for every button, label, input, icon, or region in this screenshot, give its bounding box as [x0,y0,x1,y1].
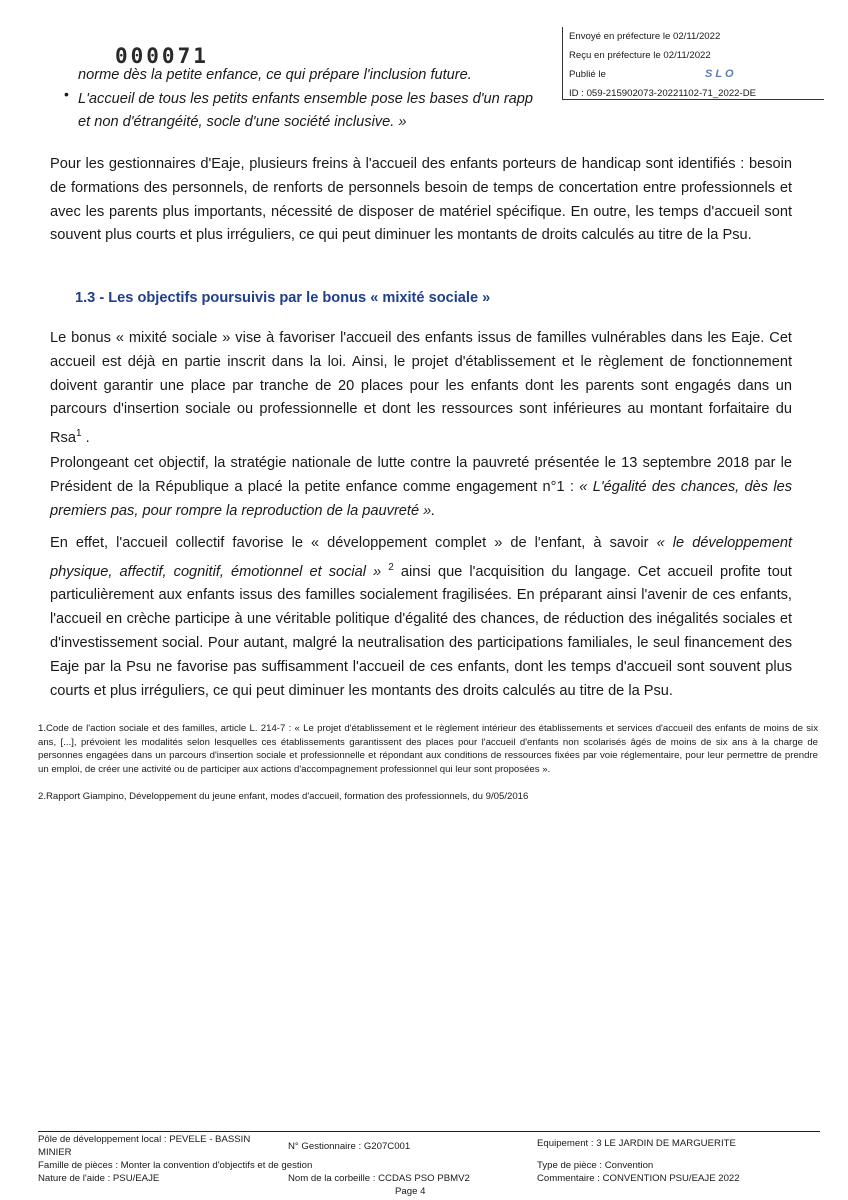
footer-commentaire: Commentaire : CONVENTION PSU/EAJE 2022 [537,1173,740,1184]
paragraph-collective-quote: « le développement physique, affectif, cognitif, émotionnel et social » [50,535,792,580]
stamp-received: Reçu en préfecture le 02/11/2022 [569,50,711,61]
footer-famille: Famille de pièces : Monter la convention d'objectifs et de gestion [38,1160,313,1171]
footer-gestionnaire: N° Gestionnaire : G207C001 [288,1141,411,1152]
footnote-ref-2[interactable]: 2 [388,561,394,573]
paragraph-collective-end: ainsi que l'acquisition du langage. Cet accueil profite tout particulièrement aux enfants issus des familles socialement fragilisées. En préparant ainsi l'avenir de ces enfants, l'accueil en crèche participe à une véritable politique d'égalité des chances, de réduction des inégalités sociales et d'investissement social. Pour autant, malgré la neutralisation des participations familiales, le seul financement des Eaje par la Psu ne favorise pas suffisamment l'accueil de ces enfants, dont les temps d'accueil sont souvent plus courts et plus irréguliers, ce qui peut diminuer les montants des droits calculés au titre de la Psu. [50,563,792,699]
footer-type-piece: Type de pièce : Convention [537,1160,654,1171]
stamp-published: Publié le [569,69,606,80]
paragraph-strategy [50,452,792,523]
paragraph-collective-start: En effet, l'accueil collectif favorise le « développement complet » de l'enfant, à savoir [50,535,657,551]
intro-line: norme dès la petite enfance, ce qui prépare l'inclusion future. [78,67,472,83]
intro-bullet-line1: L'accueil de tous les petits enfants ensemble pose les bases d'un rapp [78,91,534,107]
stamp-id: ID : 059-215902073-20221102-71_2022-DE [569,88,757,99]
paragraph-bonus-text: Le bonus « mixité sociale » vise à favoriser l'accueil des enfants issus de familles vulnérables dans les Eaje. Cet accueil est déjà en partie inscrit dans la loi. Ainsi, le projet d'établissement et le règlement de fonctionnement doivent garantir une place par tranche de 20 places pour les enfants dont les parents sont engagés dans un parcours d'insertion sociale ou professionnelle et dont les ressources sont inférieures au montant forfaitaire du Rsa [50,330,792,447]
paragraph-strategy-text: Prolongeant cet objectif, la stratégie nationale de lutte contre la pauvreté présentée le 13 septembre 2018 par le Président de la République a placé la petite enfance comme engagement n°1 : [50,455,792,495]
paragraph-obstacles: Pour les gestionnaires d'Eaje, plusieurs freins à l'accueil des enfants porteurs de handicap sont identifiés : besoin de formations des personnels, de renforts de personnels besoin de temps de concertation entre professionnels et avec les parents plus importants, nécessité de disposer de matériel spécifique. En outre, les temps d'accueil sont souvent plus courts et plus irréguliers, ce qui peut diminuer les montants de droits calculés au titre de la Psu. [50,156,792,244]
footer-nature: Nature de l'aide : PSU/EAJE [38,1173,160,1184]
paragraph-bonus [50,327,792,451]
footnote-1: 1.Code de l'action sociale et des familles, article L. 214-7 : « Le projet d'établissement et le règlement intérieur des établissements et services d'accueil des enfants de moins de six ans, [...], prévoient les modalités selon lesquelles ces établissements garantissent des places pour l'accueil d'enfants non scolarisés âgés de moins de six ans à la charge de personnes engagées dans un parcours d'insertion sociale et professionnelle et répondant aux conditions de ressources fixées par voie réglementaire, pour leur permettre de prendre un emploi, de créer une activité ou de participer aux actions d'accompagnement professionnel qui leur sont proposées ». [38,723,818,776]
footer-pole: Pôle de développement local : PEVELE - BASSIN MINIER [38,1134,251,1158]
section-heading: 1.3 - Les objectifs poursuivis par le bonus « mixité sociale » [75,290,491,306]
footnote-ref-1[interactable]: 1 [75,428,82,440]
page-number: Page 4 [395,1186,426,1197]
bullet-icon: • [64,86,69,102]
prefecture-stamp [562,27,824,100]
footnote-2: 2.Rapport Giampino, Développement du jeune enfant, modes d'accueil, formation des professionnels, du 9/05/2016 [38,791,529,802]
footer-equipement: Equipement : 3 LE JARDIN DE MARGUERITE [537,1138,736,1149]
stamp-sent: Envoyé en préfecture le 02/11/2022 [569,31,721,42]
paragraph-strategy-quote: « L'égalité des chances, dès les premiers pas, pour rompre la reproduction de la pauvreté ». [50,478,793,519]
paragraph-bonus-end: . [81,430,90,447]
slo-logo: SLO [705,68,737,80]
intro-bullet-line2: et non d'étrangéité, socle d'une société inclusive. » [78,114,407,130]
footer-corbeille: Nom de la corbeille : CCDAS PSO PBMV2 [288,1173,470,1184]
document-number: 000071 [115,44,209,68]
paragraph-collective [50,532,792,703]
footer-divider [38,1131,820,1132]
